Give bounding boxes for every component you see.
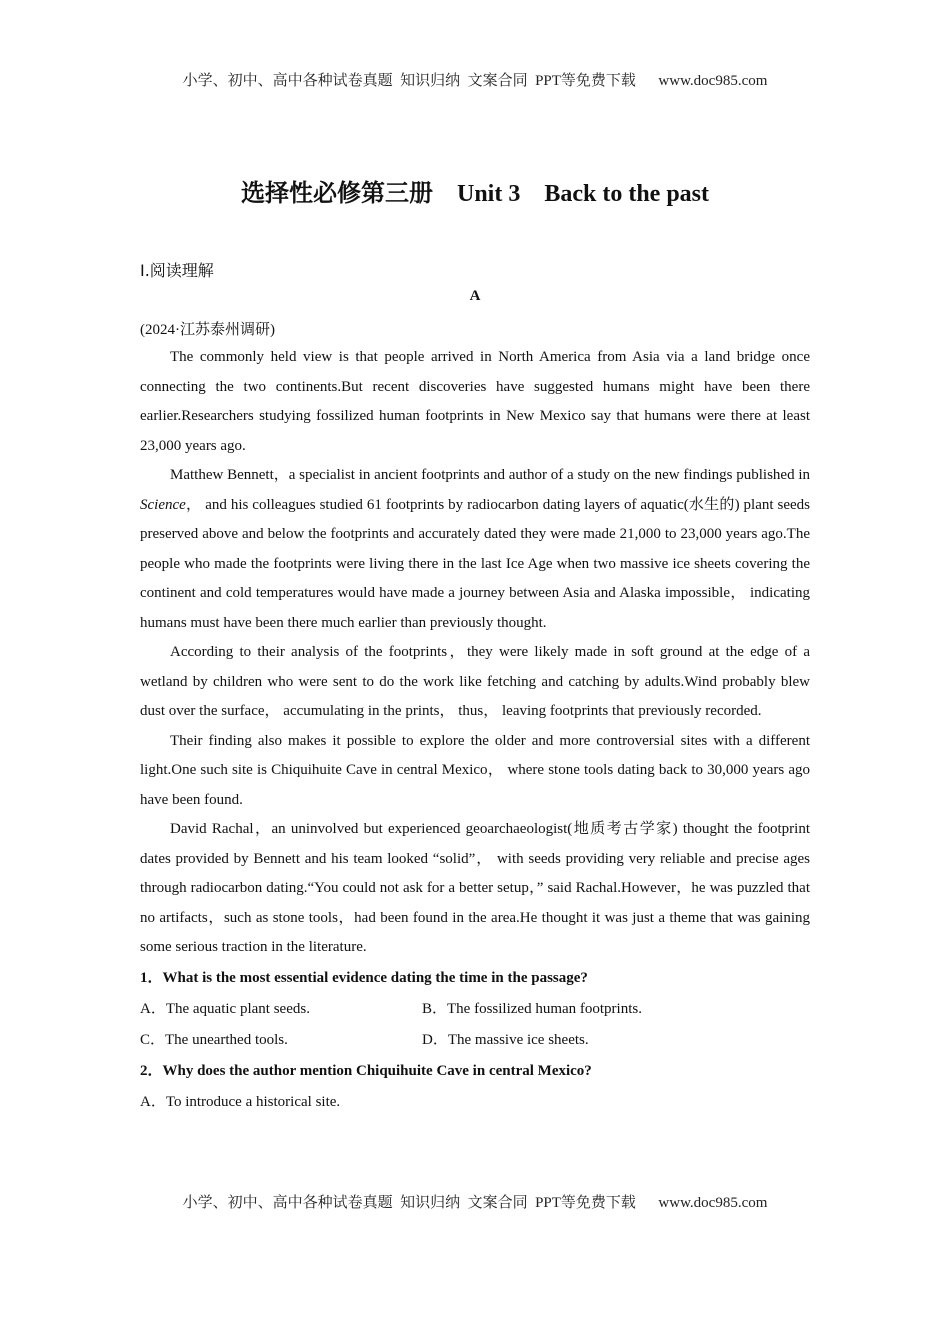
section-label: Ⅰ.阅读理解 [140,261,214,280]
question-stem: 2．Why does the author mention Chiquihuite Cave in central Mexico? [140,1062,592,1079]
option-row [140,1025,810,1056]
page-footer: 小学、初中、高中各种试卷真题 知识归纳 文案合同 PPT等免费下载 www.doc985.com [182,1195,768,1211]
paragraph: Their finding also makes it possible to explore the older and more controversial sites with a different light.One such site is Chiquihuite Cave in central Mexico， where stone tools dating back to 30,000 years ago have been found. [140,732,810,808]
passage-source: (2024·江苏泰州调研) [140,322,275,338]
option-a: A．The aquatic plant seeds. [140,1000,310,1017]
option-a: A．To introduce a historical site. [140,1093,341,1110]
option-d: D．The massive ice sheets. [422,1031,589,1048]
paragraph: David Rachal，an uninvolved but experienced geoarchaeologist(地质考古学家) thought the footprint dates provided by Bennett and his team looked “solid”， with seeds providing very reliable and precise ages through radiocarbon dating.“You could not ask for a better setup，” said Rachal.However，he was puzzled that no artifacts，such as stone tools，had been found in the area.He thought it was just a theme that was gaining some serious traction in the literature. [140,821,810,955]
page-title: 选择性必修第三册 Unit 3 Back to the past [240,181,709,207]
option-c: C．The unearthed tools. [140,1031,288,1048]
page-header: 小学、初中、高中各种试卷真题 知识归纳 文案合同 PPT等免费下载 www.doc985.com [182,73,768,89]
paragraph: The commonly held view is that people arrived in North America from Asia via a land bridge once connecting the two continents.But recent discoveries have suggested humans might have been there earlier.Researchers studying fossilized human footprints in New Mexico say that humans were there at least 23,000 years ago. [140,349,810,454]
option-b: B．The fossilized human footprints. [422,1000,642,1017]
passage-content [140,343,810,1118]
paragraph: Matthew Bennett，a specialist in ancient footprints and author of a study on the new findings published in Science， and his colleagues studied 61 footprints by radiocarbon dating layers of aquatic(水生的) plant seeds preserved above and below the footprints and accurately dated they were made 21,000 to 23,000 years ago.The people who made the footprints were living there in the last Ice Age when two massive ice sheets covering the continent and cold temperatures would have made a journey between Asia and Alaska impossible， indicating humans must have been there much earlier than previously thought. [140,467,810,631]
paragraph: According to their analysis of the footprints，they were likely made in soft ground at the edge of a wetland by children who were sent to do the work like fetching and catching by adults.Wind probably blew dust over the surface， accumulating in the prints， thus， leaving footprints that previously recorded. [140,644,810,719]
passage-label: A [469,288,481,304]
option-row [140,994,810,1025]
question-stem: 1．What is the most essential evidence dating the time in the passage? [140,969,588,986]
